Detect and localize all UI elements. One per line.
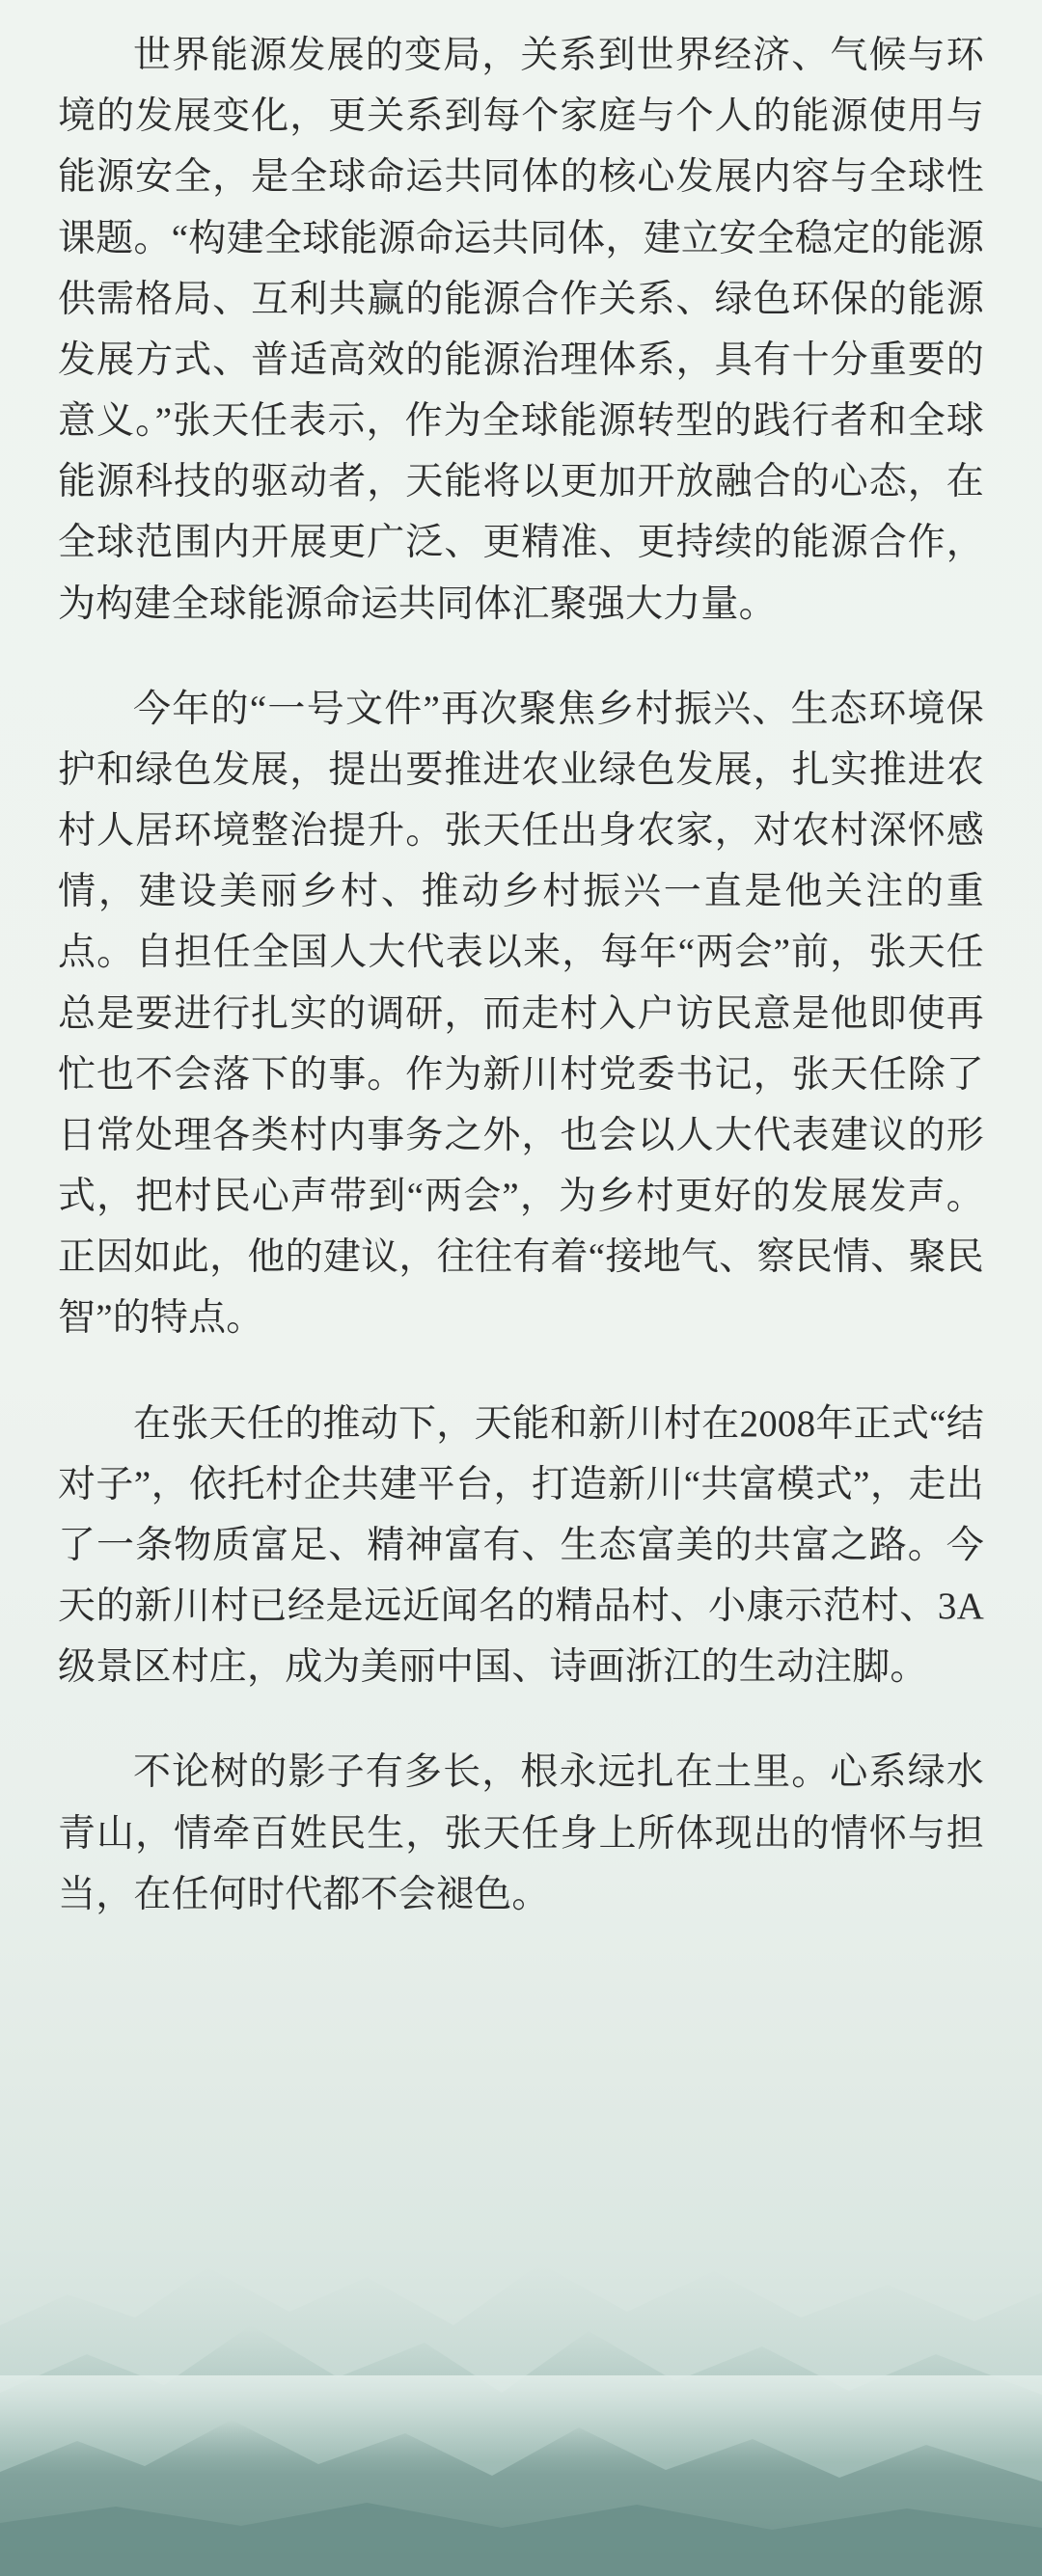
- paragraph-2: 今年的“一号文件”再次聚焦乡村振兴、生态环境保护和绿色发展，提出要推进农业绿色发展，扎实推进农村人居环境整治提升。张天任出身农家，对农村深怀感情，建设美丽乡村、推动乡村振兴一直是他关注的重点。自担任全国人大代表以来，每年“两会”前，张天任总是要进行扎实的调研，而走村入户访民意是他即使再忙也不会落下的事。作为新川村党委书记，张天任除了日常处理各类村内事务之外，也会以人大代表建议的形式，把村民心声带到“两会”，为乡村更好的发展发声。正因如此，他的建议，往往有着“接地气、察民情、聚民智”的特点。: [58, 688, 984, 1340]
- paragraph-1: 世界能源发展的变局，关系到世界经济、气候与环境的发展变化，更关系到每个家庭与个人的能源使用与能源安全，是全球命运共同体的核心发展内容与全球性课题。“构建全球能源命运共同体，建立安全稳定的能源供需格局、互利共赢的能源合作关系、绿色环保的能源发展方式、普适高效的能源治理体系，具有十分重要的意义。”张天任表示，作为全球能源转型的践行者和全球能源科技的驱动者，天能将以更加开放融合的心态，在全球范围内开展更广泛、更精准、更持续的能源合作，为构建全球能源命运共同体汇聚强大力量。: [58, 35, 984, 625]
- misty-mountains-illustration: [0, 2036, 1042, 2576]
- paragraph-4: 不论树的影子有多长，根永远扎在土里。心系绿水青山，情牵百姓民生，张天任身上所体现出的情怀与担当，在任何时代都不会褪色。: [58, 1751, 984, 1915]
- paragraph-3: 在张天任的推动下，天能和新川村在2008年正式“结对子”，依托村企共建平台，打造新川“共富模式”，走出了一条物质富足、精神富有、生态富美的共富之路。今天的新川村已经是远近闻名的精品村、小康示范村、3A级景区村庄，成为美丽中国、诗画浙江的生动注脚。: [58, 1402, 984, 1689]
